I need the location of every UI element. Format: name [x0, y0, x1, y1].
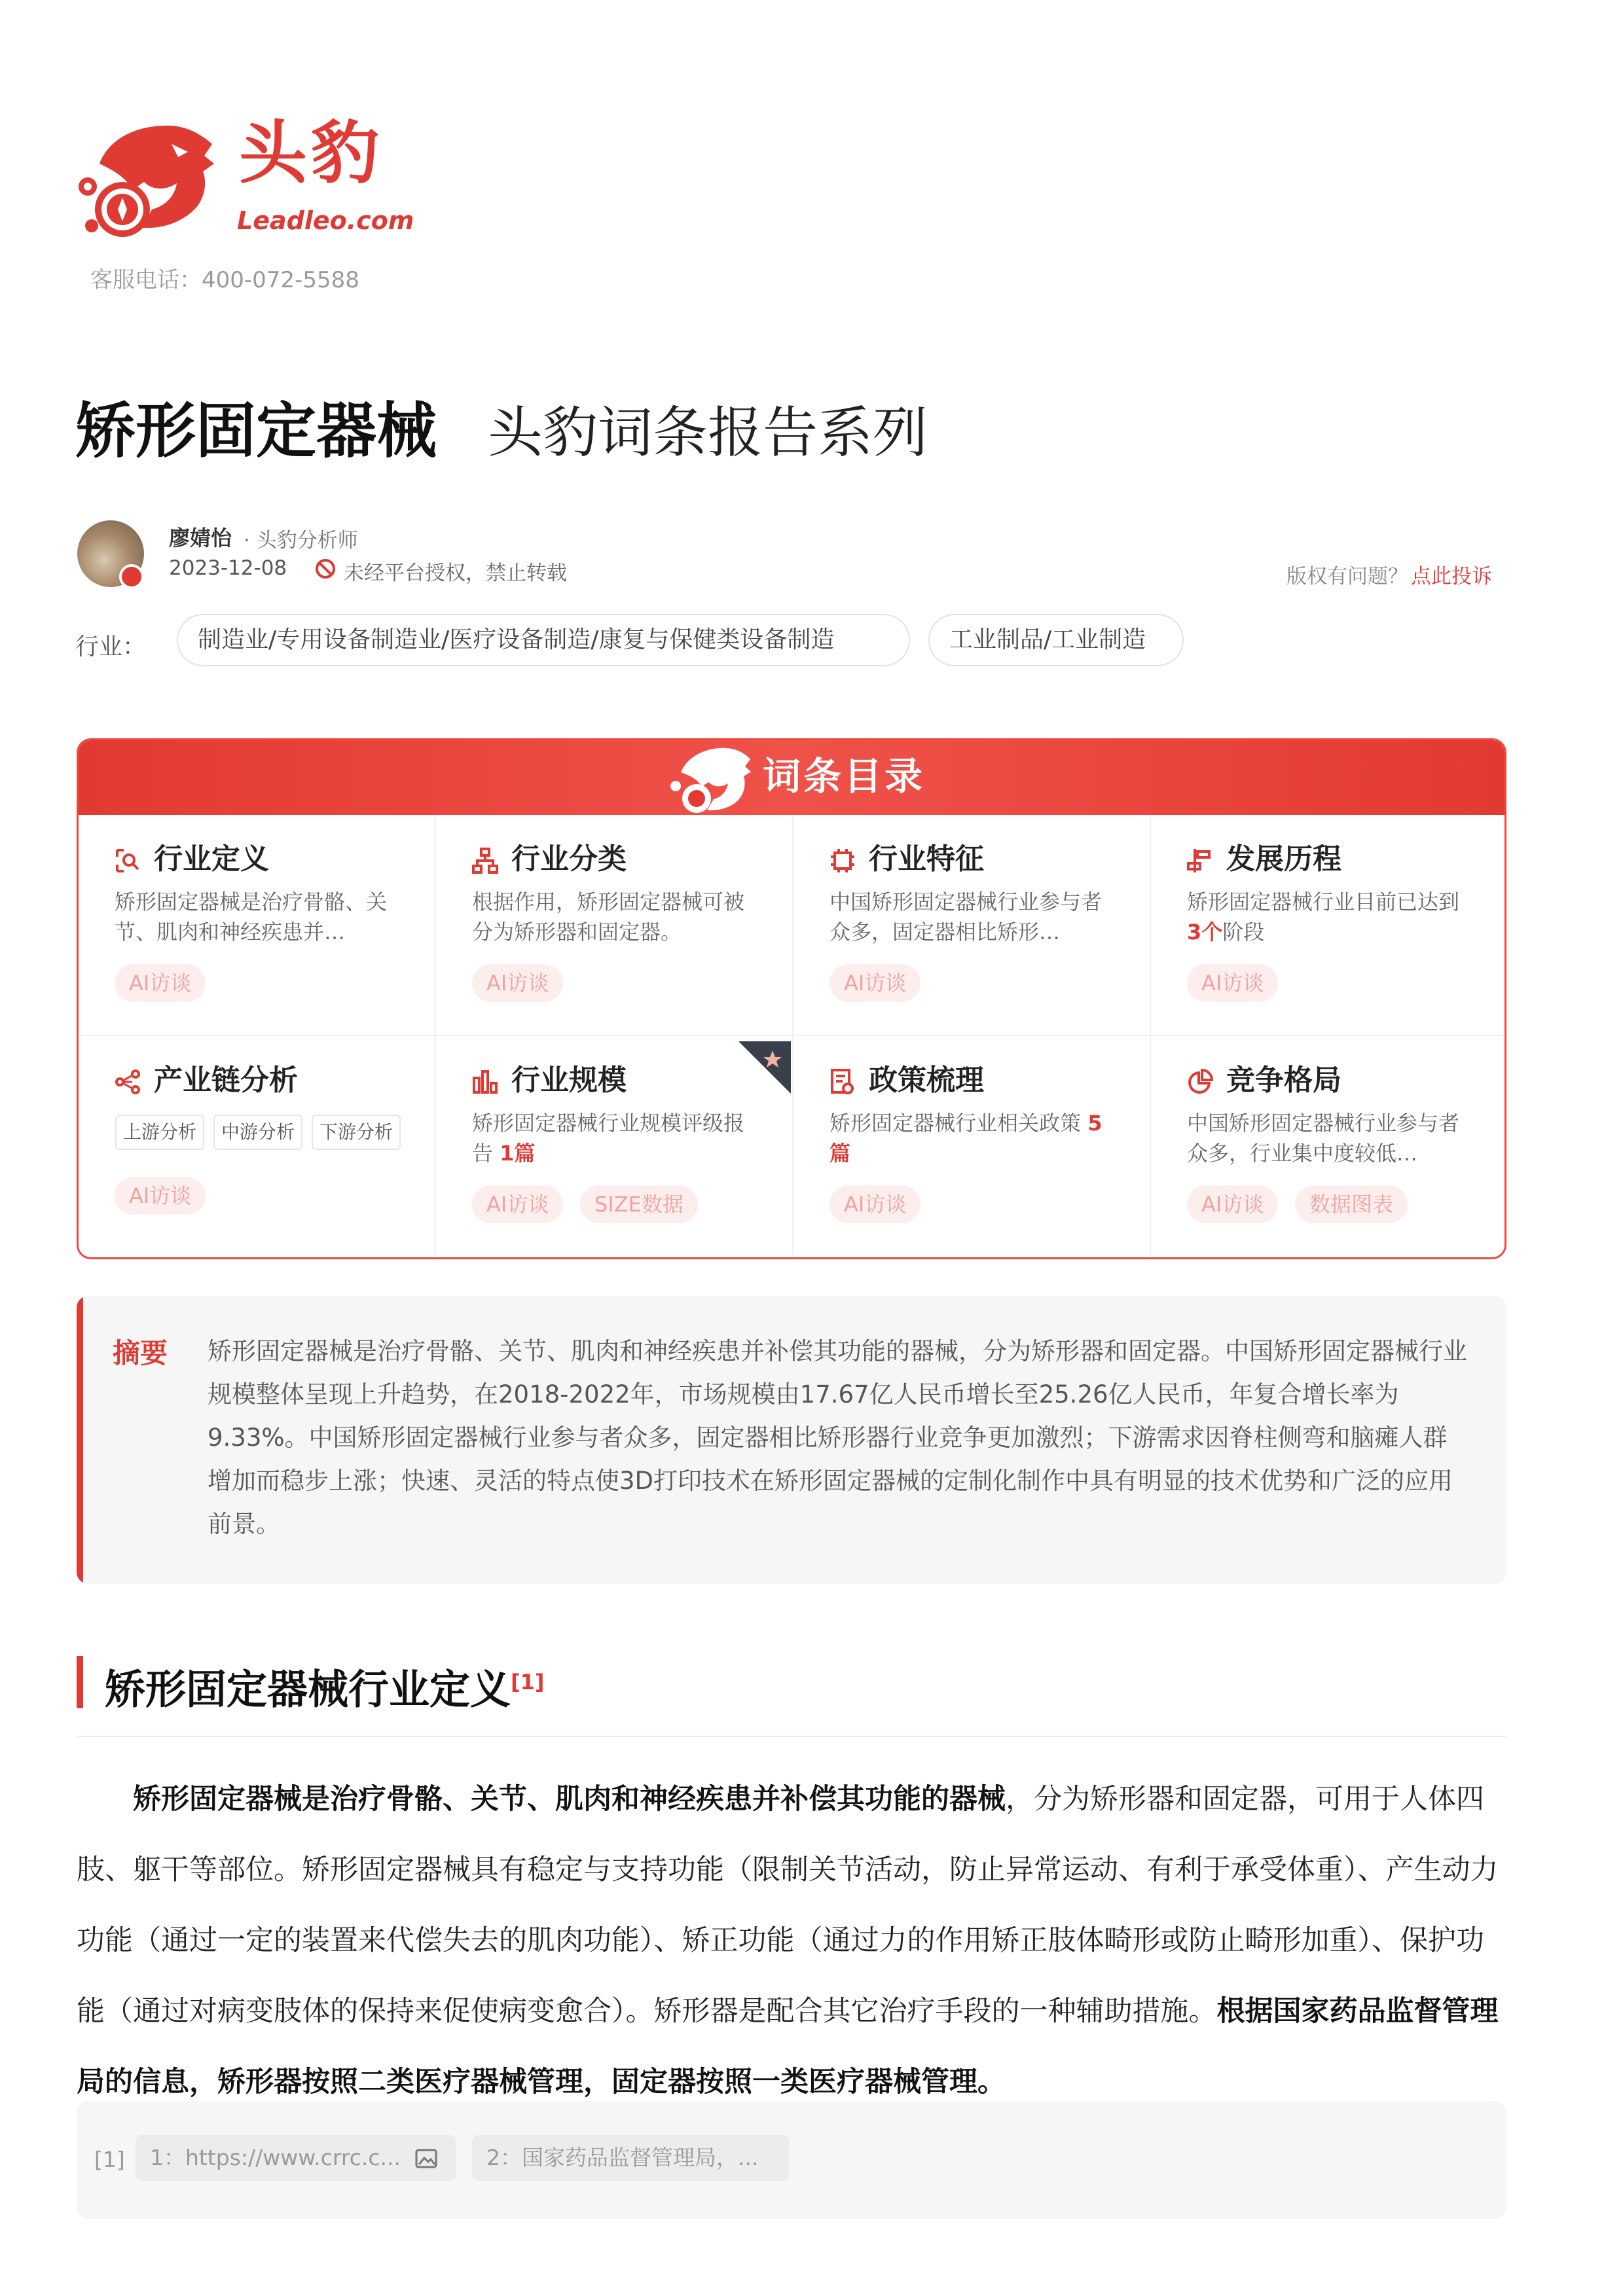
toc-cell-desc	[1187, 887, 1475, 947]
toc-cell-title: 行业定义	[154, 842, 269, 876]
chip-icon	[830, 848, 856, 874]
author-role: · 头豹分析师	[244, 529, 358, 552]
hierarchy-icon	[472, 848, 498, 874]
ai-interview-pill[interactable]: AI访谈	[472, 964, 563, 1002]
desc-text: 矫形固定器械行业目前已达到	[1187, 889, 1460, 914]
reference-chip[interactable]	[136, 2135, 456, 2181]
summary-text: 矫形固定器械是治疗骨骼、关节、肌肉和神经疾患并补偿其功能的器械，分为矫形器和固定器。中国矫形固定器械行业规模整体呈现上升趋势，在2018-2022年，市场规模由17.67亿人民币增长至25.26亿人民币，年复合增长率为9.33%。中国矫形固定器械行业参与者众多，固定器相比矫形器行业竞争更加激烈；下游需求因脊柱侧弯和脑瘫人群增加而稳步上涨；快速、灵活的特点使3D打印技术在矫形固定器械的定制化制作中具有明显的技术优势和广泛的应用前景。	[208, 1337, 1467, 1538]
ai-interview-pill[interactable]: AI访谈	[115, 1177, 206, 1215]
toc-cell-title: 行业分类	[511, 842, 627, 876]
report-series-subtitle: 头豹词条报告系列	[488, 401, 928, 465]
toc-cell-title: 政策梳理	[869, 1064, 984, 1097]
desc-text: 阶段	[1222, 920, 1265, 944]
toc-card	[77, 738, 1506, 1259]
desc-highlight: 1篇	[500, 1141, 536, 1166]
downstream-analysis-tag[interactable]: 下游分析	[312, 1115, 401, 1150]
references-box	[77, 2101, 1506, 2219]
industry-tag[interactable]: 工业制品/工业制造	[928, 614, 1184, 666]
toc-cell-desc	[472, 1108, 760, 1168]
summary-label: 摘要	[113, 1337, 168, 1369]
leadleo-logo-icon	[73, 118, 217, 242]
toc-cell-characteristics[interactable]	[793, 815, 1151, 1036]
definition-paragraph	[77, 1764, 1506, 2117]
section-accent-bar	[77, 1656, 83, 1708]
desc-highlight: 5篇	[830, 1111, 1103, 1166]
toc-logo-icon	[668, 743, 753, 815]
toc-cell-history[interactable]	[1151, 815, 1506, 1036]
body-bold-text: 矫形固定器械是治疗骨骼、关节、肌肉和神经疾患并补偿其功能的器械	[133, 1783, 1006, 1816]
toc-cell-desc: 矫形固定器械是治疗骨骼、关节、肌肉和神经疾患并…	[115, 889, 388, 944]
reference-chip[interactable]	[472, 2135, 789, 2181]
repost-notice: 未经平台授权，禁止转载	[344, 562, 567, 585]
toc-cell-desc: 中国矫形固定器械行业参与者众多，固定器相比矫形…	[830, 889, 1103, 944]
network-icon	[115, 1069, 141, 1095]
toc-cell-definition[interactable]	[79, 815, 436, 1036]
toc-cell-title: 行业特征	[869, 842, 984, 876]
toc-cell-title: 产业链分析	[154, 1064, 298, 1097]
desc-highlight: 3个	[1187, 920, 1223, 944]
brand-name-en[interactable]: Leadleo.com	[237, 206, 414, 235]
author-name[interactable]: 廖婧怡	[169, 526, 232, 550]
policy-doc-icon	[830, 1069, 856, 1095]
body-text: ，分为矫形器和固定器，可用于人体四肢、躯干等部位。矫形固定器械具有稳定与支持功能（限制关节活动，防止异常运动、有利于承受体重）、产生动力功能（通过一定的装置来代偿失去的肌肉功能）、矫正功能（通过力的作用矫正肢体畸形或防止畸形加重）、保护功能（通过对病变肢体的保持来促使病变愈合）。矫形器是配合其它治疗手段的一种辅助措施。	[77, 1783, 1499, 2028]
toc-header	[79, 740, 1504, 815]
desc-text: 矫形固定器械行业规模评级报告	[472, 1111, 745, 1166]
upstream-analysis-tag[interactable]: 上游分析	[115, 1115, 204, 1150]
industry-tag[interactable]: 制造业/专用设备制造业/医疗设备制造/康复与保健类设备制造	[177, 614, 910, 666]
ai-interview-pill[interactable]: AI访谈	[472, 1185, 563, 1223]
search-doc-icon	[115, 848, 141, 874]
midstream-analysis-tag[interactable]: 中游分析	[213, 1115, 302, 1150]
toc-cell-title: 发展历程	[1226, 842, 1341, 876]
ai-interview-pill[interactable]: AI访谈	[830, 964, 921, 1002]
brand-name-cn: 头豹	[239, 113, 384, 193]
toc-cell-competition[interactable]	[1151, 1036, 1506, 1257]
avatar-badge-icon	[119, 564, 144, 589]
body-bold-text: 根据国家药品监督管理局的信息，矫形器按照二类医疗器械管理，固定器按照一类医疗器械管理。	[77, 1995, 1499, 2098]
toc-cell-classification[interactable]	[436, 815, 793, 1036]
pie-chart-icon	[1187, 1069, 1213, 1095]
data-chart-pill[interactable]: 数据图表	[1295, 1185, 1408, 1223]
desc-text: 矫形固定器械行业相关政策	[830, 1111, 1088, 1136]
publish-date: 2023-12-08	[169, 556, 287, 580]
featured-corner-icon	[739, 1041, 791, 1094]
timeline-icon	[1187, 848, 1213, 874]
section-title	[105, 1653, 545, 1719]
toc-cell-desc: 中国矫形固定器械行业参与者众多，行业集中度较低…	[1187, 1111, 1460, 1166]
complain-link[interactable]: 点此投诉	[1411, 565, 1492, 588]
toc-title: 词条目录	[763, 754, 926, 798]
summary-box	[77, 1296, 1506, 1584]
toc-cell-policy[interactable]	[793, 1036, 1151, 1257]
summary-accent-bar	[77, 1296, 83, 1584]
toc-cell-desc	[830, 1108, 1118, 1168]
bar-chart-icon	[472, 1069, 498, 1095]
ai-interview-pill[interactable]: AI访谈	[115, 964, 206, 1002]
reference-text: 1：https://www.crrc.c...	[150, 2145, 401, 2170]
reference-text: 2：国家药品监督管理局，...	[486, 2145, 759, 2170]
size-data-pill[interactable]: SIZE数据	[580, 1185, 698, 1223]
toc-cell-title: 竞争格局	[1226, 1064, 1341, 1097]
report-title: 矫形固定器械	[75, 396, 437, 466]
prohibited-icon	[314, 558, 337, 580]
copyright-question: 版权有问题？	[1286, 565, 1408, 588]
toc-cell-title: 行业规模	[511, 1064, 627, 1097]
reference-label: [1]	[94, 2147, 125, 2172]
industry-label: 行业：	[75, 634, 147, 660]
section-title-text: 矫形固定器械行业定义	[105, 1665, 511, 1713]
section-ref-link[interactable]: [1]	[511, 1670, 545, 1695]
image-icon[interactable]	[415, 2149, 437, 2168]
ai-interview-pill[interactable]: AI访谈	[1187, 964, 1278, 1002]
toc-cell-desc: 根据作用，矫形固定器械可被分为矫形器和固定器。	[472, 889, 745, 944]
ai-interview-pill[interactable]: AI访谈	[830, 1185, 921, 1223]
customer-hotline: 客服电话：400-072-5588	[90, 267, 359, 293]
ai-interview-pill[interactable]: AI访谈	[1187, 1185, 1278, 1223]
section-divider	[77, 1736, 1506, 1737]
